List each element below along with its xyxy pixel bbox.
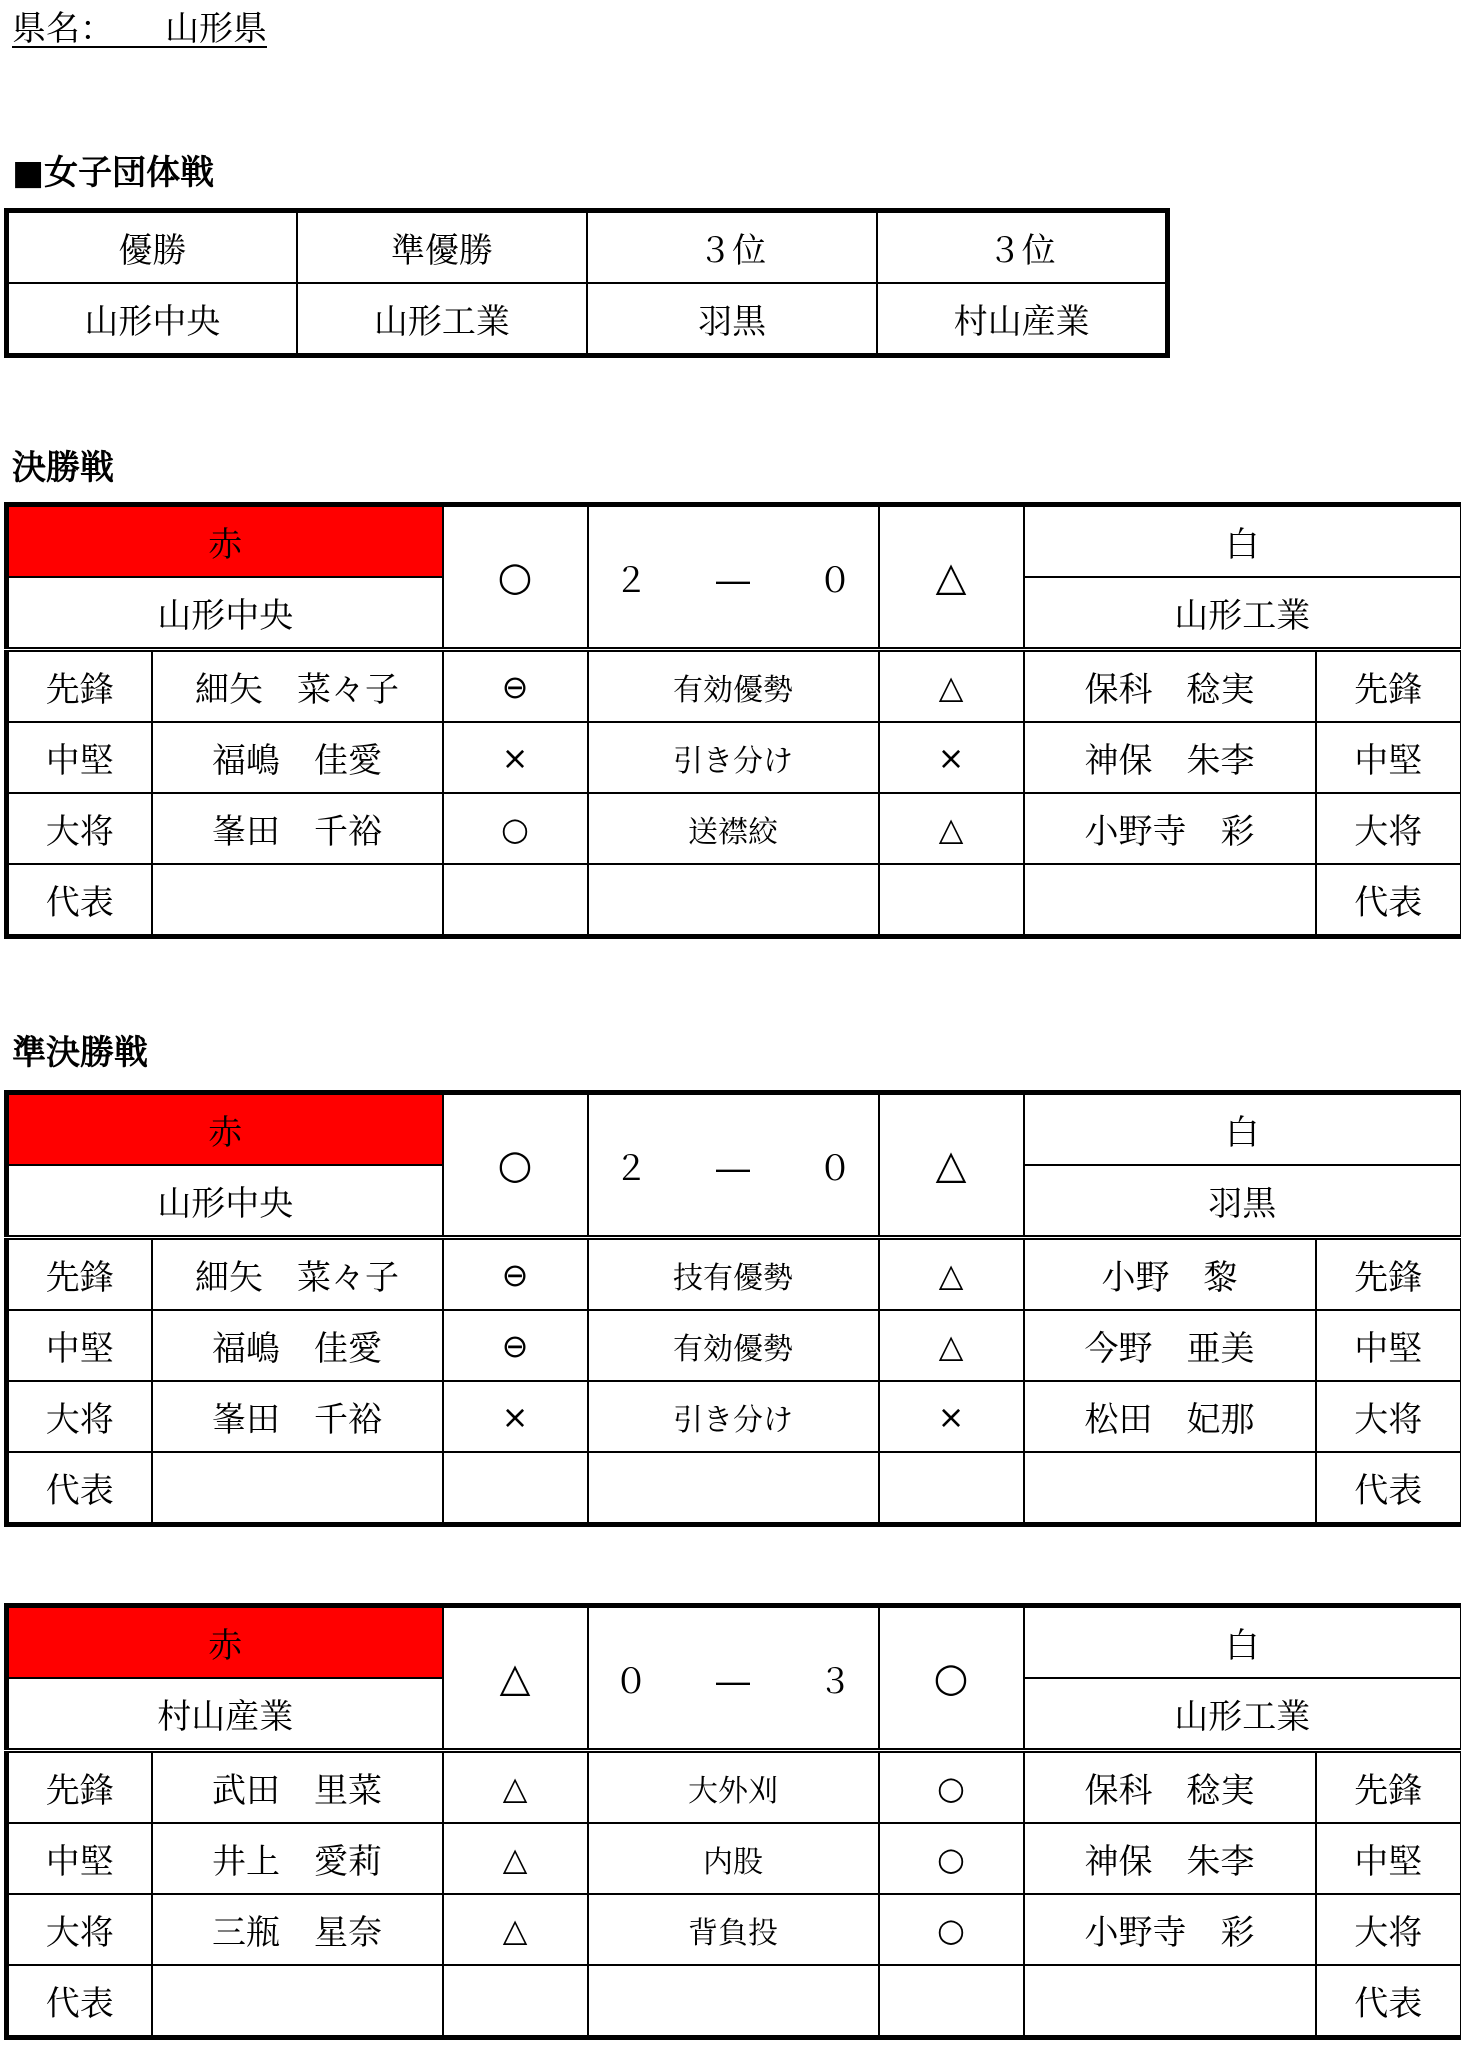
red-team: 山形中央	[7, 1165, 443, 1238]
white-label: 白	[1024, 1093, 1461, 1166]
red-team: 村山産業	[7, 1678, 443, 1751]
technique	[588, 1965, 879, 2038]
bout-position: 代表	[7, 864, 152, 937]
white-result: △	[879, 793, 1024, 864]
technique: 引き分け	[588, 1381, 879, 1452]
white-position: 先鋒	[1316, 650, 1461, 723]
white-team: 山形工業	[1024, 577, 1461, 650]
white-position: 中堅	[1316, 1823, 1461, 1894]
technique: 有効優勢	[588, 650, 879, 723]
white-player: 神保 朱李	[1024, 1823, 1316, 1894]
red-result	[443, 864, 588, 937]
rankings-header-row	[7, 211, 1168, 284]
white-overall-mark: △	[879, 1093, 1024, 1238]
match-title-final: 決勝戦	[12, 448, 114, 488]
red-overall-mark: ○	[443, 505, 588, 650]
bout-row	[7, 1823, 1461, 1894]
white-player: 保科 稔実	[1024, 1751, 1316, 1824]
red-result: △	[443, 1823, 588, 1894]
white-overall-mark: ○	[879, 1606, 1024, 1751]
red-player: 細矢 菜々子	[152, 650, 443, 723]
white-player: 保科 稔実	[1024, 650, 1316, 723]
prefecture-value: 山形県	[165, 9, 267, 49]
bout-row	[7, 1452, 1461, 1525]
rankings-table	[4, 208, 1170, 358]
white-result: ○	[879, 1894, 1024, 1965]
white-result	[879, 864, 1024, 937]
white-position: 代表	[1316, 1452, 1461, 1525]
red-result: △	[443, 1751, 588, 1824]
red-result: ⊖	[443, 1238, 588, 1311]
bout-row	[7, 793, 1461, 864]
match-title-semifinal: 準決勝戦	[12, 1033, 148, 1073]
red-result: ×	[443, 722, 588, 793]
red-player	[152, 1452, 443, 1525]
white-player: 小野寺 彩	[1024, 793, 1316, 864]
white-result: ○	[879, 1823, 1024, 1894]
white-position: 大将	[1316, 793, 1461, 864]
white-position: 中堅	[1316, 1310, 1461, 1381]
bout-position: 中堅	[7, 1310, 152, 1381]
red-result: ○	[443, 793, 588, 864]
white-result: △	[879, 1310, 1024, 1381]
white-player: 松田 妃那	[1024, 1381, 1316, 1452]
rank-header-3: ３位	[587, 211, 877, 284]
red-overall-mark: ○	[443, 1093, 588, 1238]
red-label: 赤	[7, 1606, 443, 1679]
red-player: 細矢 菜々子	[152, 1238, 443, 1311]
rank-header-2: 準優勝	[297, 211, 587, 284]
white-result: ×	[879, 722, 1024, 793]
red-player: 三瓶 星奈	[152, 1894, 443, 1965]
bout-row	[7, 1965, 1461, 2038]
rankings-team-row	[7, 283, 1168, 356]
white-player: 小野寺 彩	[1024, 1894, 1316, 1965]
bout-row	[7, 864, 1461, 937]
red-result	[443, 1452, 588, 1525]
match-header-row	[7, 1093, 1461, 1166]
red-result: △	[443, 1894, 588, 1965]
white-player: 今野 亜美	[1024, 1310, 1316, 1381]
white-overall-mark: △	[879, 505, 1024, 650]
red-player	[152, 1965, 443, 2038]
bout-position: 大将	[7, 793, 152, 864]
prefecture-line	[12, 4, 267, 54]
bout-row	[7, 722, 1461, 793]
white-player	[1024, 864, 1316, 937]
bout-position: 大将	[7, 1381, 152, 1452]
white-result: △	[879, 1238, 1024, 1311]
bout-row	[7, 650, 1461, 723]
white-score: ０	[818, 1148, 852, 1189]
match-header-row	[7, 1606, 1461, 1679]
red-result	[443, 1965, 588, 2038]
technique: 内股	[588, 1823, 879, 1894]
score-dash: ―	[716, 560, 750, 601]
red-player: 福嶋 佳愛	[152, 1310, 443, 1381]
bout-row	[7, 1894, 1461, 1965]
technique: 引き分け	[588, 722, 879, 793]
score-dash: ―	[716, 1148, 750, 1189]
white-player	[1024, 1965, 1316, 2038]
technique	[588, 1452, 879, 1525]
bout-position: 先鋒	[7, 1238, 152, 1311]
technique: 技有優勢	[588, 1238, 879, 1311]
bout-row	[7, 1238, 1461, 1311]
technique: 大外刈	[588, 1751, 879, 1824]
white-result: ×	[879, 1381, 1024, 1452]
bout-row	[7, 1310, 1461, 1381]
white-result: ○	[879, 1751, 1024, 1824]
white-position: 代表	[1316, 1965, 1461, 2038]
white-team: 山形工業	[1024, 1678, 1461, 1751]
red-result: ⊖	[443, 650, 588, 723]
prefecture-label: 県名：	[12, 9, 97, 49]
match-table-final	[4, 502, 1461, 939]
bout-position: 大将	[7, 1894, 152, 1965]
red-result: ⊖	[443, 1310, 588, 1381]
red-result: ×	[443, 1381, 588, 1452]
score-dash: ―	[716, 1661, 750, 1702]
rank-team-3: 羽黒	[587, 283, 877, 356]
white-position: 代表	[1316, 864, 1461, 937]
rank-team-2: 山形工業	[297, 283, 587, 356]
bout-position: 代表	[7, 1452, 152, 1525]
match-score	[588, 1606, 879, 1751]
bout-position: 中堅	[7, 722, 152, 793]
rank-team-4: 村山産業	[877, 283, 1167, 356]
white-position: 大将	[1316, 1894, 1461, 1965]
white-result	[879, 1452, 1024, 1525]
bout-position: 先鋒	[7, 650, 152, 723]
match-header-row	[7, 505, 1461, 578]
red-score: ０	[614, 1661, 648, 1702]
white-position: 先鋒	[1316, 1238, 1461, 1311]
white-result	[879, 1965, 1024, 2038]
technique	[588, 864, 879, 937]
section-title: ■女子団体戦	[12, 153, 215, 193]
red-player: 武田 里菜	[152, 1751, 443, 1824]
match-score	[588, 1093, 879, 1238]
red-player	[152, 864, 443, 937]
red-player: 峯田 千裕	[152, 1381, 443, 1452]
technique: 有効優勢	[588, 1310, 879, 1381]
white-label: 白	[1024, 1606, 1461, 1679]
white-score: ３	[818, 1661, 852, 1702]
technique: 背負投	[588, 1894, 879, 1965]
white-result: △	[879, 650, 1024, 723]
red-team: 山形中央	[7, 577, 443, 650]
match-score	[588, 505, 879, 650]
technique: 送襟絞	[588, 793, 879, 864]
rank-header-4: ３位	[877, 211, 1167, 284]
white-position: 大将	[1316, 1381, 1461, 1452]
match-table-semifinal-1	[4, 1090, 1461, 1527]
red-score: ２	[614, 1148, 648, 1189]
white-score: ０	[818, 560, 852, 601]
rank-team-1: 山形中央	[7, 283, 297, 356]
red-player: 峯田 千裕	[152, 793, 443, 864]
red-player: 福嶋 佳愛	[152, 722, 443, 793]
red-score: ２	[614, 560, 648, 601]
red-label: 赤	[7, 1093, 443, 1166]
white-position: 中堅	[1316, 722, 1461, 793]
white-player: 小野 黎	[1024, 1238, 1316, 1311]
red-player: 井上 愛莉	[152, 1823, 443, 1894]
bout-position: 先鋒	[7, 1751, 152, 1824]
white-position: 先鋒	[1316, 1751, 1461, 1824]
bout-position: 代表	[7, 1965, 152, 2038]
red-label: 赤	[7, 505, 443, 578]
white-player: 神保 朱李	[1024, 722, 1316, 793]
white-label: 白	[1024, 505, 1461, 578]
white-team: 羽黒	[1024, 1165, 1461, 1238]
white-player	[1024, 1452, 1316, 1525]
rank-header-1: 優勝	[7, 211, 297, 284]
bout-row	[7, 1751, 1461, 1824]
bout-position: 中堅	[7, 1823, 152, 1894]
match-table-semifinal-2	[4, 1603, 1461, 2040]
red-overall-mark: △	[443, 1606, 588, 1751]
bout-row	[7, 1381, 1461, 1452]
